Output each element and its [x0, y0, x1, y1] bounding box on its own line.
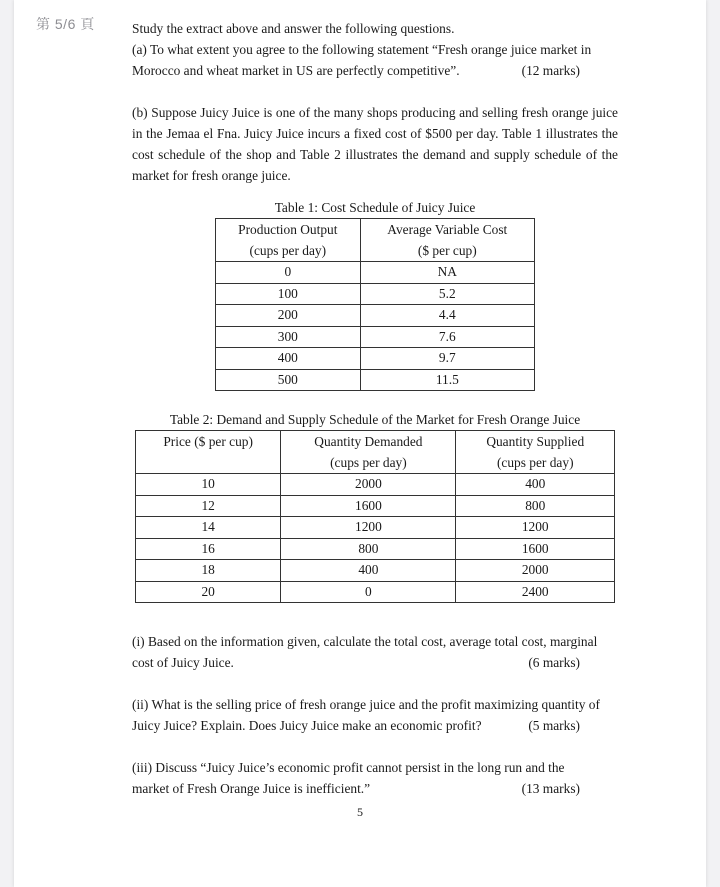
- question-ii-line2: Juicy Juice? Explain. Does Juicy Juice make an economic profit?: [132, 718, 482, 733]
- table2-header-price-label: Price ($ per cup): [163, 434, 253, 449]
- price-cell: 16: [136, 538, 281, 560]
- avc-cell: 7.6: [360, 326, 534, 348]
- output-cell: 500: [216, 369, 361, 391]
- page-content: [132, 18, 618, 799]
- quantity-demanded-cell: 0: [281, 581, 456, 603]
- price-cell: 18: [136, 560, 281, 582]
- question-iii-marks: (13 marks): [521, 781, 580, 796]
- question-i-line1: (i) Based on the information given, calculate the total cost, average total cost, marginal: [132, 634, 598, 649]
- question-ii-line2-row: [132, 715, 618, 736]
- quantity-supplied-cell: 400: [456, 474, 615, 496]
- price-cell: 14: [136, 517, 281, 539]
- table1-header-output: [216, 219, 361, 262]
- table2-row: [136, 517, 615, 539]
- quantity-supplied-cell: 2000: [456, 560, 615, 582]
- table2-header-supply: [456, 431, 615, 474]
- table1-caption: Table 1: Cost Schedule of Juicy Juice: [274, 200, 476, 215]
- output-cell: 100: [216, 283, 361, 305]
- table1-row: [216, 326, 535, 348]
- table2-header-price: [136, 431, 281, 474]
- question-ii-line1: (ii) What is the selling price of fresh orange juice and the profit maximizing quantity of: [132, 697, 600, 712]
- question-i-line2: cost of Juicy Juice.: [132, 655, 234, 670]
- quantity-supplied-cell: 1600: [456, 538, 615, 560]
- avc-cell: 11.5: [360, 369, 534, 391]
- table2-body: [136, 474, 615, 603]
- quantity-demanded-cell: 2000: [281, 474, 456, 496]
- table2-row: [136, 560, 615, 582]
- intro-text: Study the extract above and answer the following questions.: [132, 21, 455, 36]
- table2-row: [136, 474, 615, 496]
- price-cell: 10: [136, 474, 281, 496]
- table2-header-price-unit: [136, 452, 280, 473]
- table1-header-avc-unit: ($ per cup): [417, 243, 477, 258]
- quantity-supplied-cell: 800: [456, 495, 615, 517]
- avc-cell: 4.4: [360, 305, 534, 327]
- avc-cell: 9.7: [360, 348, 534, 370]
- avc-cell: NA: [360, 262, 534, 284]
- table1-header-avc-label: Average Variable Cost: [387, 222, 508, 237]
- table1-row: [216, 305, 535, 327]
- output-cell: 400: [216, 348, 361, 370]
- table1-header-avc: [360, 219, 534, 262]
- cost-schedule-table: [215, 218, 535, 391]
- quantity-supplied-cell: 1200: [456, 517, 615, 539]
- table2-row: [136, 538, 615, 560]
- table2-header-demand-unit: (cups per day): [330, 455, 407, 470]
- page-indicator: 第 5/6 頁: [36, 16, 95, 32]
- page-number: 5: [357, 805, 363, 819]
- table2-header-supply-unit: (cups per day): [496, 455, 574, 470]
- table1-row: [216, 369, 535, 391]
- question-i-line2-row: [132, 652, 618, 673]
- table1-row: [216, 262, 535, 284]
- question-iii-line2: market of Fresh Orange Juice is inefficient.”: [132, 781, 371, 796]
- question-iii-line1: (iii) Discuss “Juicy Juice’s economic profit cannot persist in the long run and the: [132, 760, 565, 775]
- table2-header-supply-label: Quantity Supplied: [486, 434, 585, 449]
- part-a-line1: (a) To what extent you agree to the following statement “Fresh orange juice market in: [132, 42, 592, 57]
- table2-caption: Table 2: Demand and Supply Schedule of the Market for Fresh Orange Juice: [169, 412, 581, 427]
- question-iii-line2-row: [132, 778, 618, 799]
- part-b-text: (b) Suppose Juicy Juice is one of the many shops producing and selling fresh orange juice in the Jemaa el Fna. Juicy Juice incurs a fixed cost of $500 per day. Table 1 illustrates the cost schedule of the shop and Table 2 illustrates the demand and supply schedule of the market for fresh orange juice.: [132, 105, 618, 183]
- output-cell: 0: [216, 262, 361, 284]
- quantity-demanded-cell: 1600: [281, 495, 456, 517]
- table1-body: [216, 262, 535, 391]
- question-ii-marks: (5 marks): [528, 718, 580, 733]
- avc-cell: 5.2: [360, 283, 534, 305]
- quantity-demanded-cell: 800: [281, 538, 456, 560]
- table2-header-demand-label: Quantity Demanded: [314, 434, 423, 449]
- table2-row: [136, 495, 615, 517]
- output-cell: 200: [216, 305, 361, 327]
- output-cell: 300: [216, 326, 361, 348]
- table1-header-output-unit: (cups per day): [249, 243, 327, 258]
- table2-header-row: [136, 431, 615, 474]
- table1-row: [216, 348, 535, 370]
- table2-header-demand: [281, 431, 456, 474]
- demand-supply-table: [135, 430, 615, 603]
- question-i-marks: (6 marks): [528, 655, 580, 670]
- document-page: [14, 0, 706, 887]
- table1-header-output-label: Production Output: [238, 222, 338, 237]
- quantity-demanded-cell: 1200: [281, 517, 456, 539]
- part-a-line2: Morocco and wheat market in US are perfectly competitive”.: [132, 63, 460, 78]
- part-a-line2-row: [132, 60, 618, 81]
- table1-row: [216, 283, 535, 305]
- part-a-marks: (12 marks): [521, 63, 580, 78]
- price-cell: 20: [136, 581, 281, 603]
- quantity-supplied-cell: 2400: [456, 581, 615, 603]
- table2-row: [136, 581, 615, 603]
- quantity-demanded-cell: 400: [281, 560, 456, 582]
- price-cell: 12: [136, 495, 281, 517]
- table1-header-row: [216, 219, 535, 262]
